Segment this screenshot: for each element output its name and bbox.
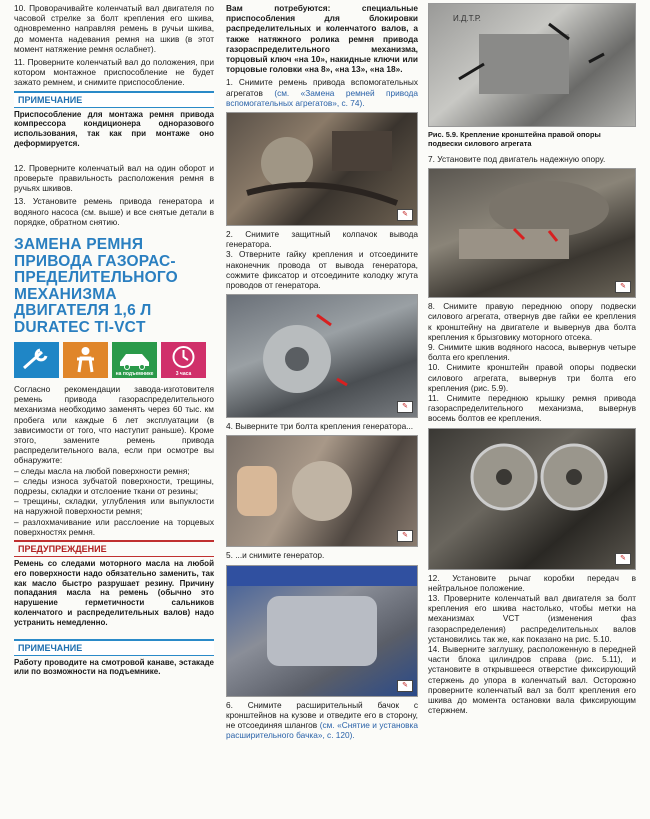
step-11-right: 11. Снимите переднюю крышку ремня привода газораспределительного механизма, вывернув восемь болтов ее крепления. — [428, 393, 636, 424]
reference-link: (см. «Замена ремней привода вспомогательных агрегатов», с. 74). — [226, 87, 418, 108]
note-heading: ПРИМЕЧАНИЕ — [14, 91, 214, 108]
person-icon — [63, 342, 108, 378]
step-2: 2. Снимите защитный колпачок вывода генератора. — [226, 229, 418, 250]
photo-engine-mount — [428, 168, 636, 298]
step-3: 3. Отверните гайку крепления и отсоедините наконечник провода от вывода генератора, сожмите фиксатор и отсоедините колодку жгута проводов от генератора. — [226, 249, 418, 291]
difficulty-icons — [14, 342, 214, 378]
photo-generator-removed — [226, 435, 418, 547]
bullet-1: – следы масла на любой поверхности ремня; — [14, 465, 190, 476]
car-lift-icon: на подъемнике — [112, 342, 157, 378]
photo-timing-gears — [428, 428, 636, 570]
bullet-4: – разлохмачивание или расслоение на торцевых поверхностях ремня. — [14, 516, 214, 537]
wrench-icon: ✎ — [397, 401, 413, 413]
column-right — [428, 3, 636, 715]
step-8: 8. Снимите правую переднюю опору подвески силового агрегата, отвернув две гайки ее крепления к кронштейну на двигателе и вывернув два болта крепления к брызговику моторного отсека. — [428, 301, 636, 342]
photo-watermark: И.Д.Т.Р. — [453, 14, 481, 23]
note-heading-2: ПРИМЕЧАНИЕ — [14, 639, 214, 656]
step-5: 5. ...и снимите генератор. — [226, 550, 325, 561]
wrench-icon: ✎ — [397, 680, 413, 692]
step-10: 10. Проворачивайте коленчатый вал двигателя по часовой стрелке за болт крепления его шкива, одновременно направляя ремень в ручьи шкива, до момента надевания ремня на шкив (в этот момент натяжение ремня ослабнет). — [14, 3, 214, 54]
intro-text: Согласно рекомендации завода-изготовителя ремень привода газораспределительного механизма необходимо заменять через 60 тыс. км пробега или каждые 6 лет эксплуатации (в зависимости от того, что наступит раньше). Кроме этого, замените ремень привода распределительного вала, если при осмотре вы обнаружите: — [14, 384, 214, 466]
wrench-icon: ✎ — [615, 553, 631, 565]
column-left — [14, 3, 214, 677]
photo-bracket-fig-5-9 — [428, 3, 636, 127]
wrench-icon — [14, 342, 59, 378]
wrench-icon: ✎ — [397, 530, 413, 542]
step-10-right: 10. Снимите кронштейн правой опоры подвески силового агрегата, вывернув три болта его крепления (рис. 5.9). — [428, 362, 636, 393]
step-12-right: 12. Установите рычаг коробки передач в нейтральное положение. — [428, 572, 636, 593]
step-6: 6. Снимите расширительный бачок с кронштейнов на кузове и отведите его в сторону, не отсоединяя шлангов (см. «Снятие и установка расширительного бачка», с. 120). — [226, 699, 418, 741]
step-1: 1. Снимите ремень привода вспомогательных агрегатов (см. «Замена ремней привода вспомогательных агрегатов», с. 74). — [226, 77, 418, 108]
note-text: Приспособление для монтажа ремня привода компрессора кондиционера одноразового использования, так как при монтаже оно деформируется. — [14, 109, 214, 149]
step-12: 12. Проверните коленчатый вал на один оборот и проверьте правильность расположения ремня в ручьях шкивов. — [14, 162, 214, 194]
bullet-3: – трещины, складки, углубления или выпуклости на наружной поверхности ремня; — [14, 496, 214, 517]
photo-generator-terminal — [226, 294, 418, 418]
tools-needed: Вам потребуются: специальные приспособления для блокировки распределительных и коленчатого валов, а также натяжного ролика ремня привода газораспределительного механизма, торцовый ключ «на 10», накидные ключи или торцовые головки «на 8», «на 13», «на 18». — [226, 3, 418, 75]
step-13: 13. Установите ремень привода генератора и водяного насоса (см. выше) и все снятые детали в порядке, обратном снятию. — [14, 196, 214, 227]
step-13-right: 13. Проверните коленчатый вал двигателя за болт крепления его шкива настолько, чтобы метки на механизмах VCT (изменения фаз газораспределения) распределительных валов установились так же, как показано на рис. 5.10. — [428, 593, 636, 644]
reference-link: (см. «Снятие и установка расширительного бачка», с. 120). — [226, 720, 418, 741]
clock-icon: 3 часа — [161, 342, 206, 378]
step-11: 11. Проверните коленчатый вал до положения, при котором монтажное приспособление не будет зажато ремнем, и снимите приспособление. — [14, 57, 214, 88]
step-9: 9. Снимите шкив водяного насоса, вывернув четыре болта его крепления. — [428, 342, 636, 363]
photo-expansion-tank — [226, 565, 418, 697]
step-14-right: 14. Выверните заглушку, расположенную в передней части блока цилиндров справа (рис. 5.11), и установите в открывшееся отверстие фиксирующий стержень до упора в коленчатый вал. Осторожно проверните коленчатый вал за болт крепления его шкива до момента остановки вала фиксирующим стержнем. — [428, 644, 636, 716]
warning-heading: ПРЕДУПРЕЖДЕНИЕ — [14, 540, 214, 557]
warning-text: Ремень со следами моторного масла на любой его поверхности надо обязательно заменить, так как масло быстро разрушает резину. Причину попадания масла на ремень (обычно это нарушение герметичности сальников коленчатого и распределительных валов) надо устранить немедленно. — [14, 559, 214, 627]
wrench-icon: ✎ — [615, 281, 631, 293]
step-4: 4. Выверните три болта крепления генератора... — [226, 421, 414, 432]
photo-generator-cap — [226, 112, 418, 226]
section-title: ЗАМЕНА РЕМНЯ ПРИВОДА ГАЗОРАС-ПРЕДЕЛИТЕЛЬНОГО МЕХАНИЗМА ДВИГАТЕЛЯ 1,6 Л DURATEC TI-VCT — [14, 236, 178, 336]
column-middle — [226, 3, 418, 740]
wrench-icon: ✎ — [397, 209, 413, 221]
figure-caption-5-9: Рис. 5.9. Крепление кронштейна правой опоры подвески силового агрегата — [428, 130, 601, 148]
note-text-2: Работу проводите на смотровой канаве, эстакаде или по возможности на подъемнике. — [14, 657, 214, 677]
bullet-2: – следы износа зубчатой поверхности, трещины, подрезы, складки и отслоение ткани от резины; — [14, 475, 214, 497]
step-7: 7. Установите под двигатель надежную опору. — [428, 154, 606, 164]
